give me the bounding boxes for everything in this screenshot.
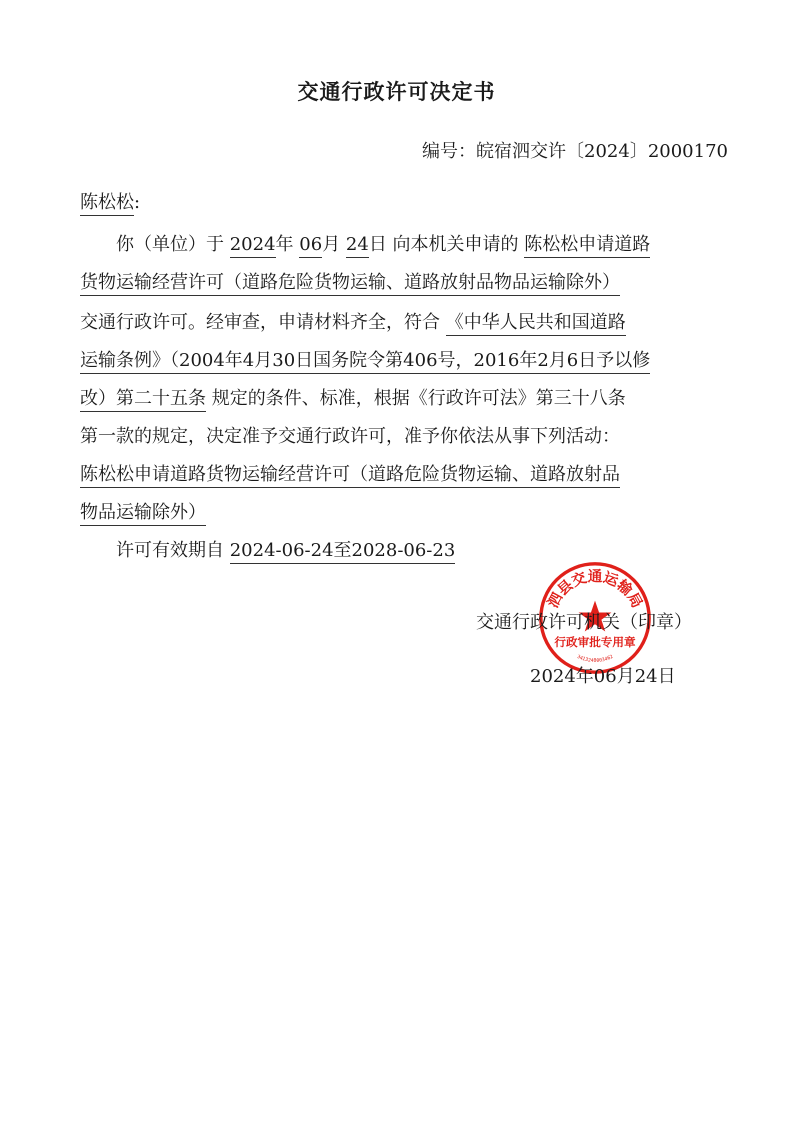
legal-basis-cont: 运输条例》（2004年4月30日国务院令第406号，2016年2月6日予以修: [80, 350, 650, 374]
legal-basis: 《中华人民共和国道路: [446, 312, 626, 336]
application-day: 24: [346, 234, 369, 258]
body-line-8: [80, 500, 206, 526]
addressee-name: 陈松松: [80, 192, 134, 216]
text-segment: 日 向本机关申请的: [368, 234, 525, 255]
seal-code: 3413240003462: [575, 654, 615, 665]
body-line-6: 第一款的规定，决定准予交通行政许可，准予你依法从事下列活动：: [80, 426, 620, 447]
validity-line: [116, 538, 455, 564]
validity-period: 2024-06-24至2028-06-23: [230, 540, 456, 564]
application-year: 2024: [230, 234, 276, 258]
text-segment: 交通行政许可。经审查，申请材料齐全，符合: [80, 312, 446, 333]
seal-top-text: 泗县交通运输局: [545, 569, 645, 611]
validity-label: 许可有效期自: [116, 540, 230, 561]
body-line-2: [80, 270, 620, 296]
document-number: 编号：皖宿泗交许〔2024〕2000170: [422, 141, 728, 162]
issue-date: 2024年06月24日: [530, 666, 676, 687]
addressee-colon: :: [134, 192, 141, 213]
seal-bottom-text: 行政审批专用章: [554, 635, 636, 650]
body-line-7: [80, 462, 620, 488]
application-month: 06: [299, 234, 322, 258]
body-line-5: [80, 386, 626, 412]
document-title: 交通行政许可决定书: [297, 79, 496, 104]
legal-basis-end: 改）第二十五条: [80, 388, 206, 412]
application-item-cont: 货物运输经营许可（道路危险货物运输、道路放射品物品运输除外）: [80, 272, 620, 296]
text-segment: 年: [275, 234, 300, 255]
body-line-3: [80, 310, 626, 336]
text-segment: 规定的条件、标准，根据《行政许可法》第三十八条: [206, 388, 626, 409]
permitted-activity: 陈松松申请道路货物运输经营许可（道路危险货物运输、道路放射品: [80, 464, 620, 488]
issuing-authority: 交通行政许可机关（印章）: [476, 612, 692, 633]
application-item: 陈松松申请道路: [524, 234, 650, 258]
text-segment: 月: [322, 234, 346, 255]
body-line-1: [116, 232, 650, 258]
text-segment: 你（单位）于: [116, 234, 230, 255]
addressee: [80, 188, 140, 214]
body-line-4: [80, 348, 650, 374]
permitted-activity-cont: 物品运输除外）: [80, 502, 206, 526]
